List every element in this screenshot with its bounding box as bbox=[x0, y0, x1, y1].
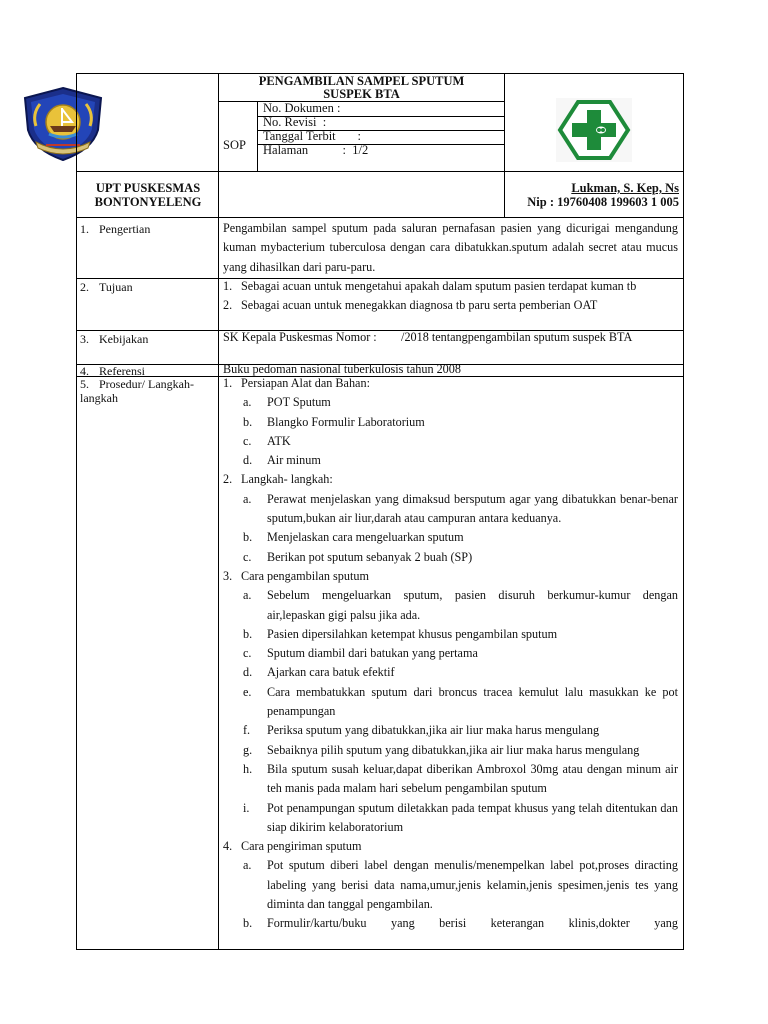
kebijakan-text: SK Kepala Puskesmas Nomor : /2018 tentangpengambilan sputum suspek BTA bbox=[223, 330, 633, 344]
label-pengertian: 1. Pengertian bbox=[80, 222, 151, 236]
puskesmas-logo-icon bbox=[556, 98, 632, 162]
pengertian-text: Pengambilan sampel sputum pada saluran pernafasan pasien yang dicurigai mengandung kuman mybacterium tuberculosa dengan cara dibatukkan.sputum adalah secret atau mucus yang dihasilkan dari paru-paru. bbox=[223, 221, 678, 274]
page-title: PENGAMBILAN SAMPEL SPUTUM SUSPEK BTA bbox=[258, 74, 465, 101]
signatory-nip: Nip : 19760408 199603 1 005 bbox=[527, 195, 679, 209]
meta-issue-date: Tanggal Terbit : bbox=[263, 129, 362, 143]
list-item: a. POT Sputum bbox=[243, 395, 331, 410]
list-item: g. Sebaiknya pilih sputum yang dibatukkan,jika air liur maka harus mengulang bbox=[243, 742, 640, 757]
list-item: c. Sputum diambil dari batukan yang pertama bbox=[243, 646, 478, 661]
signatory bbox=[527, 181, 679, 209]
meta-doc-number: No. Dokumen : bbox=[263, 101, 341, 115]
procedure-group: 1. Persiapan Alat dan Bahan: bbox=[223, 376, 370, 390]
meta-revision: No. Revisi : bbox=[263, 115, 327, 129]
list-item: f. Periksa sputum yang dibatukkan,jika air liur maka harus mengulang bbox=[243, 723, 600, 738]
procedure-group: 2. Langkah- langkah: bbox=[223, 472, 333, 487]
sop-label: SOP bbox=[223, 138, 246, 152]
list-item: a. Pot sputum diberi label dengan menulis/menempelkan label pot,proses diracting labeling yang berisi data nama,umur,jenis kelamin,jenis spesimen,jenis tes yang diminta dan tanggal pengambilan. bbox=[243, 858, 678, 912]
list-item: 2. Sebagai acuan untuk menegakkan diagnosa tb paru serta pemberian OAT bbox=[223, 298, 598, 313]
list-item: d. Air minum bbox=[243, 453, 321, 468]
label-referensi: 4. Referensi bbox=[80, 364, 145, 378]
list-item: c. ATK bbox=[243, 433, 291, 448]
meta-page: Halaman : 1/2 bbox=[263, 143, 369, 157]
label-kebijakan: 3. Kebijakan bbox=[80, 332, 149, 346]
organization-name: UPT PUSKESMAS BONTONYELENG bbox=[94, 181, 202, 209]
tujuan-list bbox=[223, 277, 678, 316]
procedure-group: 3. Cara pengambilan sputum bbox=[223, 568, 369, 583]
label-prosedur: 5. Prosedur/ Langkah- langkah bbox=[80, 377, 194, 405]
list-item: e. Cara membatukkan sputum dari broncus tracea kemulut lalu masukkan ke pot penampungan bbox=[243, 684, 678, 719]
list-item: h. Bila sputum susah keluar,dapat diberikan Ambroxol 30mg atau dengan minum air teh manis pada malam hari sebelum pengambilan sputum bbox=[243, 761, 678, 796]
procedure-group: 4. Cara pengiriman sputum bbox=[223, 839, 362, 854]
list-item: 1. Sebagai acuan untuk mengetahui apakah dalam sputum pasien terdapat kuman tb bbox=[223, 279, 637, 293]
header-table bbox=[76, 73, 684, 218]
list-item: c. Berikan pot sputum sebanyak 2 buah (SP) bbox=[243, 549, 473, 564]
list-item: i. Pot penampungan sputum diletakkan pada tempat khusus yang telah ditentukan dan siap dikirim kelaboratorium bbox=[243, 800, 678, 834]
signatory-name: Lukman, S. Kep, Ns bbox=[571, 181, 679, 195]
prosedur-list bbox=[223, 374, 678, 934]
list-item: d. Ajarkan cara batuk efektif bbox=[243, 665, 395, 680]
sop-body-table bbox=[76, 218, 684, 950]
list-item: a. Perawat menjelaskan yang dimaksud bersputum agar yang dibatukkan benar-benar sputum,bukan air liur,darah atau campuran antara keduanya. bbox=[243, 491, 678, 526]
list-item: b. Pasien dipersilahkan ketempat khusus pengambilan sputum bbox=[243, 626, 558, 641]
list-item: b. Menjelaskan cara mengeluarkan sputum bbox=[243, 530, 464, 545]
list-item: a. Sebelum mengeluarkan sputum, pasien disuruh berkumur-kumur dengan air,lepaskan gigi palsu jika ada. bbox=[243, 588, 678, 622]
label-tujuan: 2. Tujuan bbox=[80, 280, 133, 294]
list-item: b. Blangko Formulir Laboratorium bbox=[243, 414, 425, 429]
referensi-text: Buku pedoman nasional tuberkulosis tahun 2008 bbox=[223, 362, 461, 376]
list-item: b. Formulir/kartu/buku yang berisi keterangan klinis,dokter yang bbox=[243, 916, 678, 931]
